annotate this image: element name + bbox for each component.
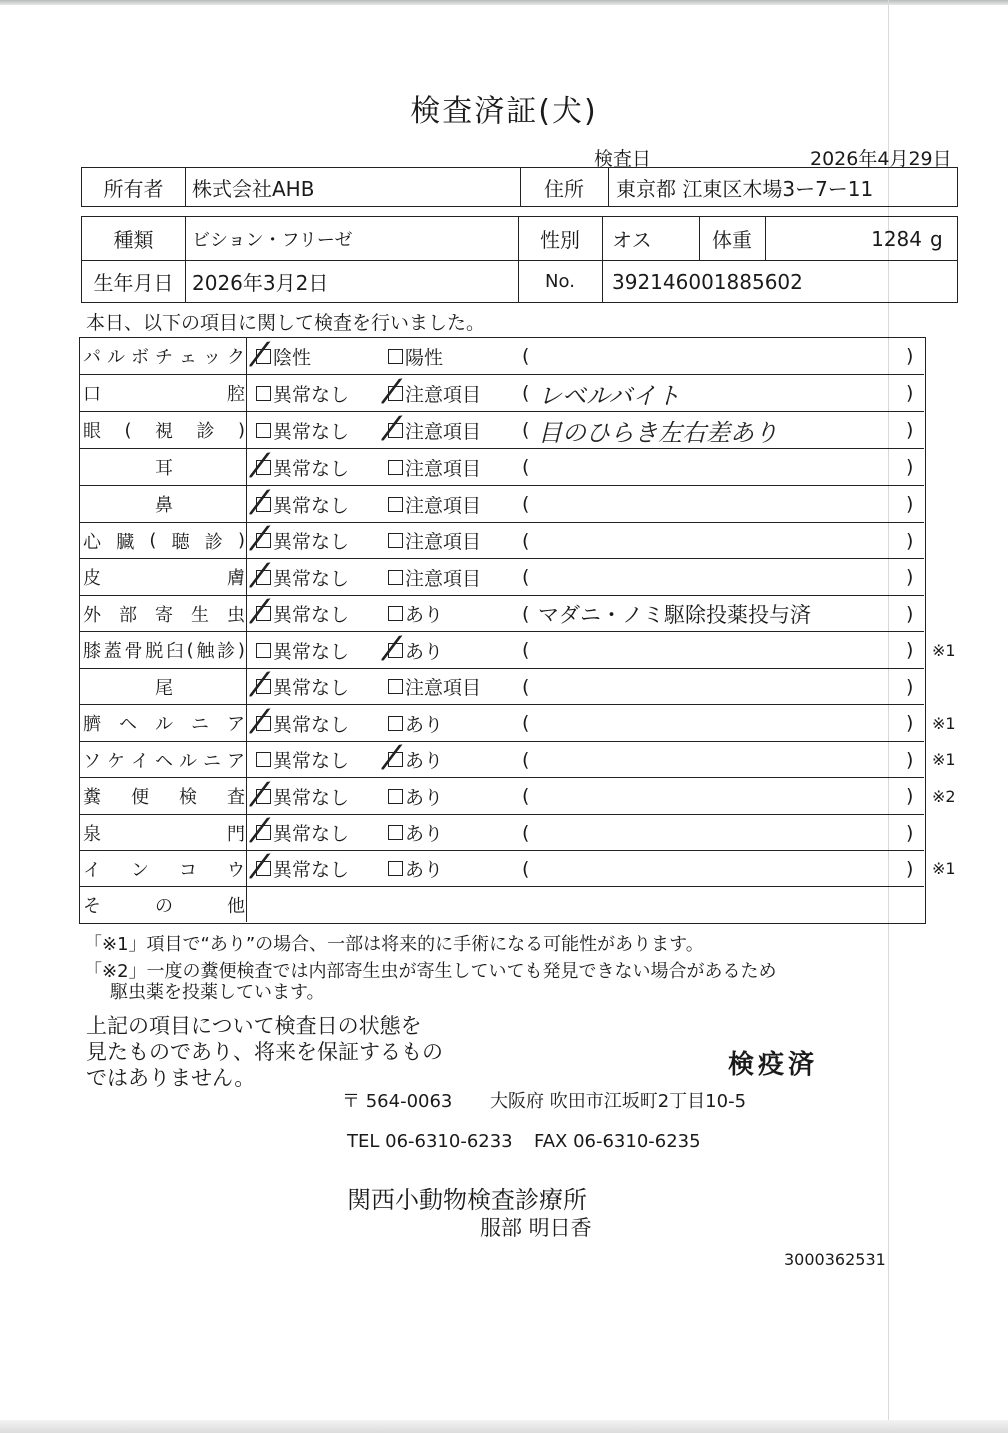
- exam-option-b[interactable]: [388, 815, 443, 850]
- exam-option-label: 異常なし: [273, 859, 350, 881]
- exam-row: [80, 559, 924, 596]
- checkbox-icon[interactable]: [388, 460, 403, 475]
- paren-close: ): [906, 675, 914, 698]
- exam-option-b[interactable]: [388, 486, 481, 522]
- checkbox-icon[interactable]: [256, 789, 271, 804]
- exam-option-label: あり: [405, 750, 444, 772]
- paren-close: ): [906, 821, 914, 844]
- weight-unit: g: [930, 226, 943, 251]
- disclaimer-line-1: 上記の項目について検査日の状態を: [86, 1014, 422, 1038]
- exam-date: 2026年4月29日: [810, 148, 952, 170]
- scan-top-edge: [0, 0, 1008, 5]
- exam-row-label: 泉 門: [83, 823, 245, 845]
- owner-value: 株式会社AHB: [192, 176, 315, 201]
- exam-option-label: あり: [405, 859, 444, 881]
- exam-option-label: 異常なし: [273, 567, 350, 590]
- checkbox-icon[interactable]: [256, 460, 271, 475]
- clinic-address: 大阪府 吹田市江坂町2丁目10-5: [490, 1091, 747, 1112]
- exam-row-label: 糞 便 検 査: [83, 787, 245, 808]
- exam-option-label: 異常なし: [273, 677, 350, 699]
- exam-option-label: あり: [405, 786, 444, 809]
- exam-row: [80, 669, 924, 705]
- footnote-1: 「※1」項目で“あり”の場合、一部は将来的に手術になる可能性があります。: [84, 934, 704, 955]
- checkbox-icon[interactable]: [256, 861, 271, 876]
- exam-row-label: パ ル ボ チ ェ ッ ク: [83, 347, 245, 368]
- paren-close: ): [906, 712, 914, 734]
- exam-row-label: そ の 他: [83, 895, 245, 917]
- exam-row: [80, 742, 956, 778]
- paren-open: (: [522, 345, 530, 367]
- exam-row: [80, 449, 924, 486]
- exam-note: ※1: [932, 859, 956, 878]
- footnote-2: 「※2」一度の糞便検査では内部寄生虫が寄生していても発見できない場合があるため: [84, 961, 777, 982]
- sex-label: 性別: [540, 228, 580, 252]
- paren-open: (: [522, 382, 530, 404]
- exam-row: [80, 778, 956, 815]
- checkbox-icon[interactable]: [256, 570, 271, 585]
- exam-option-b[interactable]: [388, 338, 443, 374]
- exam-option-b[interactable]: [388, 449, 481, 485]
- exam-row: [80, 705, 956, 742]
- animal-info-box: [81, 216, 958, 303]
- exam-option-label: 注意項目: [405, 420, 482, 443]
- exam-option-label: 注意項目: [405, 677, 482, 699]
- checkbox-icon[interactable]: [256, 752, 271, 767]
- paren-close: ): [906, 529, 914, 552]
- exam-comment: マダニ・ノミ駆除投薬投与済: [538, 602, 811, 627]
- exam-note: ※1: [932, 750, 956, 769]
- exam-row-label: 臍 ヘ ル ニ ア: [83, 714, 245, 735]
- exam-option-label: 異常なし: [273, 604, 350, 626]
- exam-comment: レベルバイト: [538, 381, 681, 410]
- checkbox-icon[interactable]: [388, 570, 403, 585]
- paren-open: (: [522, 419, 530, 441]
- paren-open: (: [522, 602, 530, 625]
- breed-value: ビション・フリーゼ: [192, 229, 353, 251]
- exam-note: ※1: [932, 713, 956, 733]
- owner-label: 所有者: [103, 176, 164, 201]
- exam-option-a[interactable]: [256, 742, 349, 777]
- document-number: 3000362531: [784, 1250, 886, 1269]
- disclaimer-line-3: ではありません。: [86, 1066, 256, 1090]
- paren-open: (: [522, 456, 530, 478]
- exam-option-b[interactable]: [388, 412, 481, 448]
- checkbox-icon[interactable]: [388, 497, 403, 512]
- checkbox-icon[interactable]: [256, 606, 271, 621]
- scan-bottom-edge: [0, 1420, 1008, 1433]
- checkbox-icon[interactable]: [388, 423, 403, 438]
- checkbox-icon[interactable]: [256, 497, 271, 512]
- paren-close: ): [906, 566, 914, 588]
- exam-option-label: 異常なし: [273, 457, 350, 480]
- clinic-name: 関西小動物検査診療所: [347, 1186, 587, 1214]
- checkbox-icon[interactable]: [256, 386, 271, 401]
- exam-option-label: 異常なし: [273, 713, 350, 736]
- number-label: No.: [545, 271, 575, 292]
- checkbox-icon[interactable]: [388, 825, 403, 840]
- breed-label: 種類: [113, 228, 154, 252]
- checkbox-icon[interactable]: [388, 752, 403, 767]
- exam-option-label: 注意項目: [405, 383, 482, 406]
- exam-row-label: 膝 蓋 骨 脱 臼 ( 触 診 ): [83, 639, 245, 662]
- owner-box: [81, 167, 958, 207]
- paren-close: ): [906, 493, 914, 515]
- exam-row-label: イ ン コ ウ: [83, 859, 245, 881]
- exam-option-b[interactable]: [388, 742, 443, 777]
- exam-comment: 目のひらき左右差あり: [538, 418, 778, 447]
- exam-row-label: 口 腔: [83, 384, 245, 405]
- exam-row-label: 耳: [155, 458, 173, 479]
- exam-option-b[interactable]: [388, 596, 443, 631]
- exam-row: [80, 486, 924, 523]
- paren-close: ): [906, 345, 914, 367]
- exam-option-b[interactable]: [388, 375, 481, 411]
- exam-option-a[interactable]: [256, 375, 349, 411]
- exam-option-a[interactable]: [256, 705, 349, 741]
- exam-option-a[interactable]: [256, 851, 349, 886]
- exam-option-b[interactable]: [388, 632, 443, 668]
- exam-row: [80, 412, 924, 449]
- exam-option-label: あり: [405, 823, 444, 845]
- checkbox-icon[interactable]: [256, 679, 271, 694]
- paren-close: ): [906, 857, 914, 880]
- checkbox-icon[interactable]: [256, 716, 271, 731]
- checkbox-icon[interactable]: [388, 606, 403, 621]
- exam-option-label: 陰性: [273, 346, 312, 369]
- exam-option-b[interactable]: [388, 778, 443, 814]
- number-value: 392146001885602: [612, 269, 803, 294]
- exam-option-label: 注意項目: [405, 457, 482, 480]
- checkbox-icon[interactable]: [256, 533, 271, 548]
- checkbox-icon[interactable]: [388, 533, 403, 548]
- birth-value: 2026年3月2日: [192, 271, 329, 295]
- birth-label: 生年月日: [93, 271, 174, 295]
- exam-option-a[interactable]: [256, 338, 311, 374]
- exam-row-label: ソ ケ イ ヘ ル ニ ア: [83, 750, 245, 772]
- weight-value: 1284: [871, 226, 922, 251]
- exam-option-a[interactable]: [256, 559, 349, 595]
- exam-row-label: 尾: [155, 677, 173, 699]
- exam-option-a[interactable]: [256, 486, 349, 522]
- inspection-stamp: 検疫済: [728, 1050, 819, 1080]
- footnote-2b: 駆虫薬を投薬しています。: [110, 982, 325, 1003]
- exam-row-label: 外 部 寄 生 虫: [83, 604, 245, 626]
- exam-option-a[interactable]: [256, 632, 349, 668]
- exam-table: [79, 337, 956, 924]
- paren-close: ): [906, 419, 914, 441]
- clinic-fax: FAX 06-6310-6235: [534, 1131, 701, 1152]
- exam-row: [80, 338, 924, 375]
- exam-option-a[interactable]: [256, 523, 349, 558]
- exam-option-label: 異常なし: [273, 640, 350, 663]
- address-value: 東京都 江東区木場3ー7ー11: [616, 176, 874, 201]
- exam-option-label: 異常なし: [273, 750, 350, 772]
- exam-option-b[interactable]: [388, 705, 443, 741]
- checkbox-icon[interactable]: [256, 423, 271, 438]
- postal-code: 〒 564-0063: [342, 1091, 453, 1112]
- exam-option-label: 陽性: [405, 346, 444, 369]
- paren-close: ): [906, 382, 914, 404]
- clinic-tel: TEL 06-6310-6233: [347, 1131, 513, 1152]
- paren-open: (: [522, 566, 530, 588]
- paren-open: (: [522, 821, 530, 844]
- exam-row: [80, 523, 924, 559]
- exam-row: [80, 596, 924, 632]
- exam-option-label: 異常なし: [273, 383, 350, 406]
- exam-option-label: あり: [405, 640, 444, 663]
- exam-option-a[interactable]: [256, 669, 349, 704]
- exam-row-label: 鼻: [155, 495, 173, 516]
- paren-open: (: [522, 529, 530, 552]
- checkbox-icon[interactable]: [388, 789, 403, 804]
- exam-note: ※2: [932, 786, 956, 806]
- paren-open: (: [522, 493, 530, 515]
- exam-option-a[interactable]: [256, 596, 349, 631]
- checkbox-icon[interactable]: [388, 861, 403, 876]
- checkbox-icon[interactable]: [256, 643, 271, 658]
- paren-open: (: [522, 785, 530, 807]
- exam-option-a[interactable]: [256, 412, 349, 448]
- checkbox-icon[interactable]: [388, 386, 403, 401]
- exam-row-label: 眼 ( 視 診 ): [83, 419, 245, 442]
- paren-open: (: [522, 675, 530, 698]
- paren-close: ): [906, 456, 914, 478]
- paren-open: (: [522, 712, 530, 734]
- exam-row: [80, 887, 924, 922]
- exam-option-b[interactable]: [388, 851, 443, 886]
- exam-option-b[interactable]: [388, 523, 481, 558]
- exam-option-label: 注意項目: [405, 494, 482, 517]
- exam-option-label: 異常なし: [273, 823, 350, 845]
- exam-row-label: 心 臓 ( 聴 診 ): [83, 530, 245, 553]
- exam-option-b[interactable]: [388, 669, 481, 704]
- paren-close: ): [906, 785, 914, 807]
- exam-note: ※1: [932, 640, 956, 660]
- exam-option-label: あり: [405, 604, 444, 626]
- exam-option-b[interactable]: [388, 559, 481, 595]
- disclaimer-line-2: 見たものであり、将来を保証するもの: [86, 1040, 443, 1064]
- exam-option-label: 注意項目: [405, 531, 482, 553]
- checkbox-icon[interactable]: [388, 716, 403, 731]
- paren-close: ): [906, 639, 914, 661]
- sex-value: オス: [612, 228, 652, 252]
- exam-date-label: 検査日: [594, 148, 652, 170]
- exam-option-a[interactable]: [256, 778, 349, 814]
- checkbox-icon[interactable]: [388, 679, 403, 694]
- intro-text: 本日、以下の項目に関して検査を行いました。: [86, 312, 486, 334]
- exam-row: [80, 815, 924, 851]
- address-label: 住所: [544, 176, 584, 201]
- exam-row-label: 皮 膚: [83, 568, 245, 589]
- paren-open: (: [522, 857, 530, 880]
- exam-option-label: 異常なし: [273, 494, 350, 517]
- exam-option-label: 異常なし: [273, 531, 350, 553]
- exam-option-label: 注意項目: [405, 567, 482, 590]
- exam-row: [80, 632, 956, 669]
- checkbox-icon[interactable]: [388, 643, 403, 658]
- checkbox-icon[interactable]: [256, 825, 271, 840]
- exam-option-a[interactable]: [256, 449, 349, 485]
- inspector-name: 服部 明日香: [480, 1216, 592, 1240]
- checkbox-icon[interactable]: [388, 349, 403, 364]
- exam-option-label: 異常なし: [273, 786, 350, 809]
- paren-close: ): [906, 602, 914, 625]
- exam-row: [80, 851, 956, 887]
- checkbox-icon[interactable]: [256, 349, 271, 364]
- exam-row: [80, 375, 924, 412]
- exam-option-label: あり: [405, 713, 444, 736]
- page-title: 検査済証(犬): [410, 94, 598, 129]
- paren-open: (: [522, 639, 530, 661]
- weight-label: 体重: [712, 228, 752, 252]
- exam-option-a[interactable]: [256, 815, 349, 850]
- exam-option-label: 異常なし: [273, 420, 350, 443]
- paren-close: ): [906, 748, 914, 771]
- paren-open: (: [522, 748, 530, 771]
